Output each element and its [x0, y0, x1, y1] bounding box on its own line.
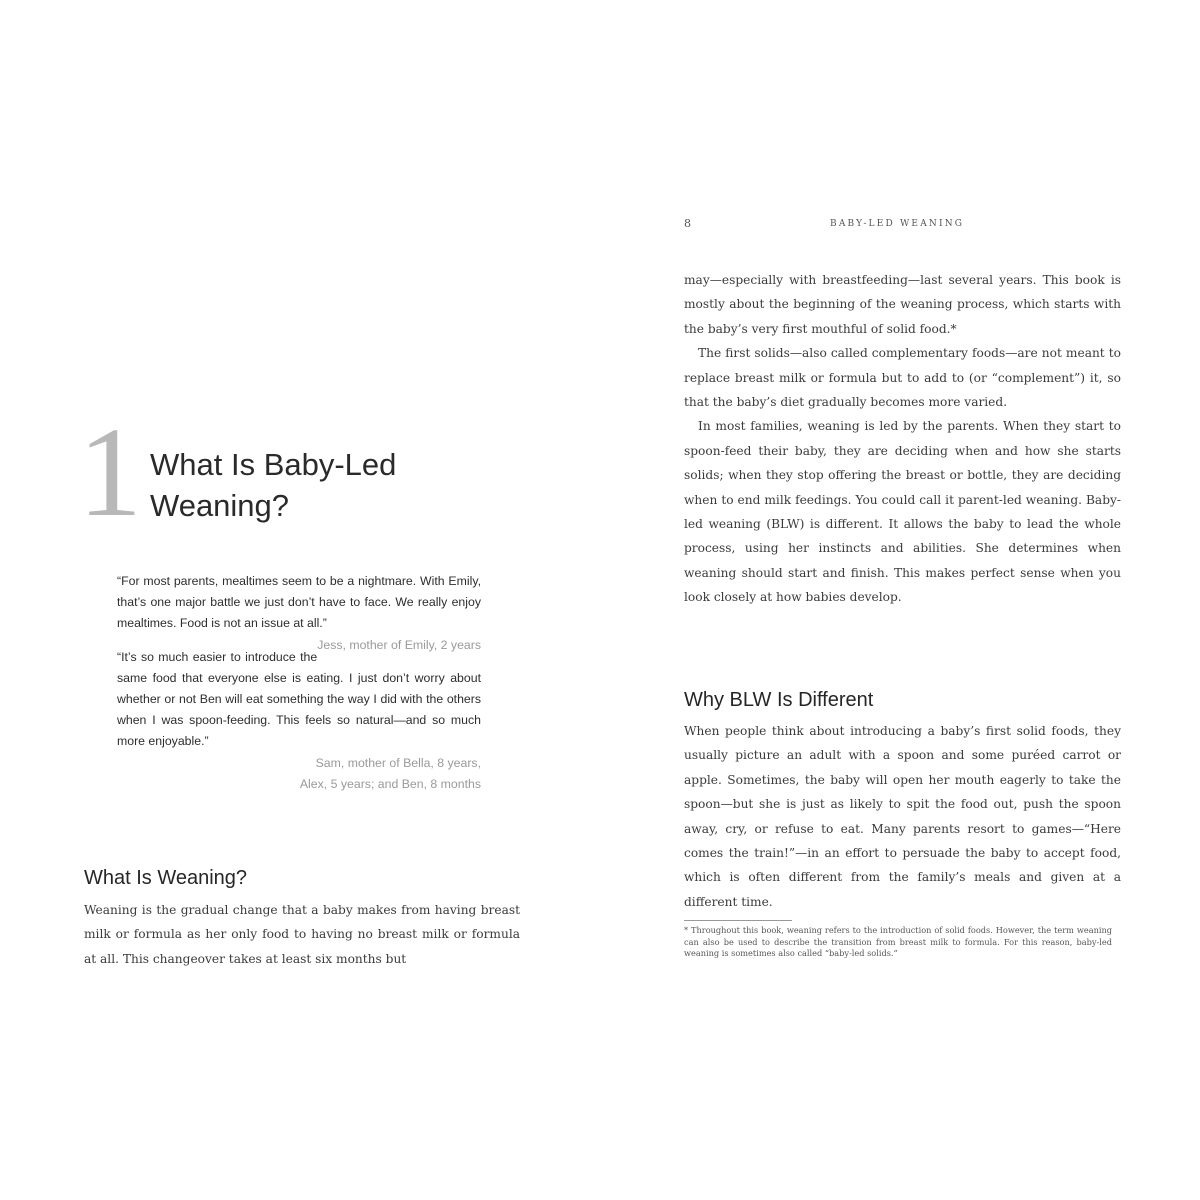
section-heading: What Is Weaning? — [84, 867, 248, 889]
quote-attribution: Sam, mother of Bella, 8 years, — [315, 755, 481, 770]
epigraph-quote — [117, 571, 481, 652]
section-text — [684, 719, 1121, 914]
quote-text: “For most parents, mealtimes seem to be a nightmare. With Emily, that’s one major battle we just don’t have to face. We really enjoy mealtimes. Food is not an issue at all.” — [117, 574, 481, 631]
chapter-number: 1 — [78, 401, 142, 543]
epigraph-quote — [117, 647, 481, 795]
chapter-title: What Is Baby-Led Weaning? — [150, 447, 397, 523]
page-number: 8 — [684, 217, 691, 230]
body-paragraph: may—especially with breastfeeding—last several years. This book is mostly about the beginning of the weaning process, which starts with the baby’s very first mouthful of solid food.* — [684, 273, 1121, 336]
quote-text: “It’s so much easier to introduce the same food that everyone else is eating. I just don’t worry about whether or not Ben will eat something the way I did with the others when I was spoon-feeding. This feels so natural—and so much more enjoyable.” — [117, 649, 481, 749]
footnote: * Throughout this book, weaning refers to the introduction of solid foods. However, the term weaning can also be used to describe the transition from breast milk to formula. For this reason, baby-led weaning is sometimes also called “baby-led solids.” — [684, 925, 1112, 959]
footnote-rule — [684, 920, 792, 921]
body-paragraph: Weaning is the gradual change that a baby makes from having breast milk or formula as her only food to having no breast milk or formula at all. This changeover takes at least six months but — [84, 903, 520, 966]
quote-attribution: Jess, mother of Emily, 2 years — [317, 637, 481, 652]
epigraph — [117, 571, 481, 807]
body-paragraph: In most families, weaning is led by the parents. When they start to spoon-feed their baby, they are deciding when and how she starts solids; when they stop offering the breast or bottle, they are deciding when to end milk feedings. You could call it parent-led weaning. Baby-led weaning (BLW) is different. It allows the baby to lead the whole process, using her instincts and abilities. She determines when weaning should start and finish. This makes perfect sense when you look closely at how babies develop. — [684, 419, 1121, 605]
section-heading: Why BLW Is Different — [684, 689, 874, 711]
body-paragraph: When people think about introducing a baby’s first solid foods, they usually picture an adult with a spoon and some puréed carrot or apple. Sometimes, the baby will open her mouth eagerly to take the spoon—but she is just as likely to spit the food out, push the spoon away, cry, or refuse to eat. Many parents resort to games—“Here comes the train!”—in an effort to persuade the baby to accept food, which is often different from the family’s meals and given at a different time. — [684, 724, 1121, 909]
body-paragraph: The first solids—also called complementary foods—are not meant to replace breast milk or formula but to add to (or “complement”) it, so that the baby’s diet gradually becomes more varied. — [684, 346, 1121, 410]
body-text — [684, 268, 1121, 610]
quote-attribution: Alex, 5 years; and Ben, 8 months — [299, 776, 481, 791]
running-head: BABY-LED WEANING — [830, 219, 965, 229]
right-page — [600, 0, 1200, 1200]
